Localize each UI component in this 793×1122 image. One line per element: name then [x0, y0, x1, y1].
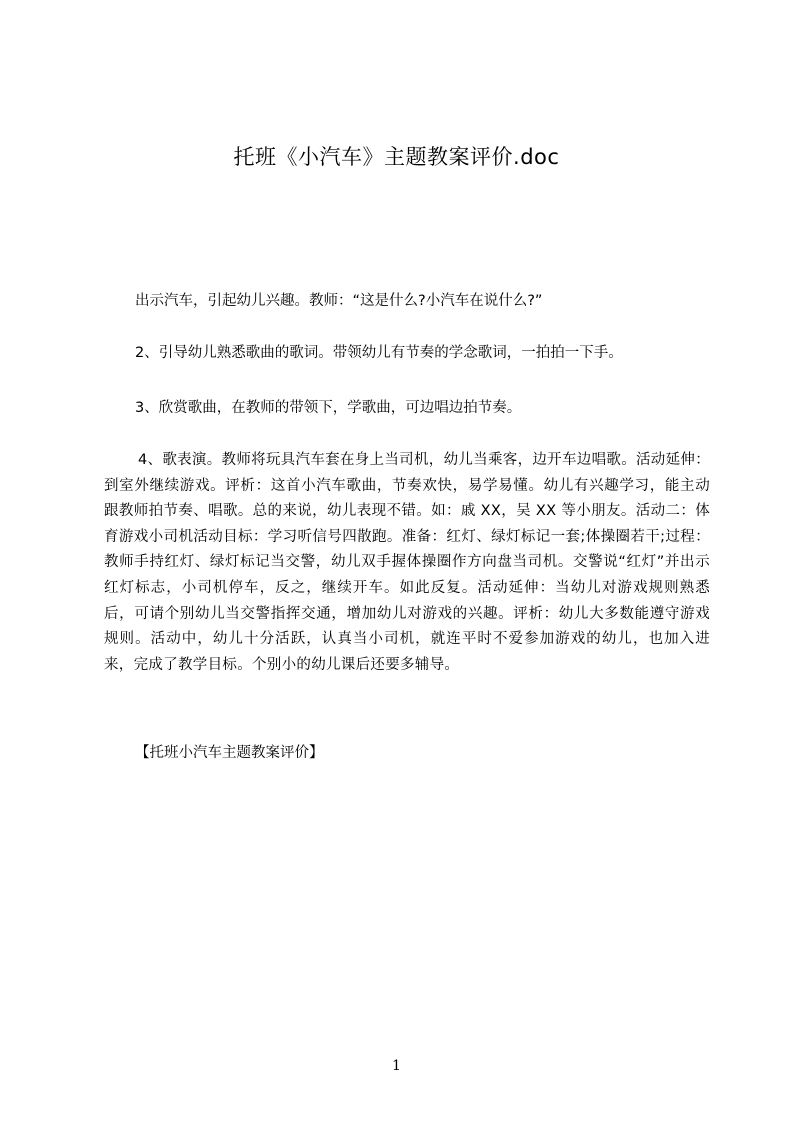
document-title: 托班《小汽车》主题教案评价.doc — [233, 145, 560, 169]
paragraph-step-2: 2、引导幼儿熟悉歌曲的歌词。带领幼儿有节奏的学念歌词，一拍拍一下手。 — [135, 345, 623, 361]
paragraph-step-3: 3、欣赏歌曲，在教师的带领下，学歌曲，可边唱边拍节奏。 — [135, 400, 522, 416]
paragraph-step-4: 4、歌表演。教师将玩具汽车套在身上当司机，幼儿当乘客，边开车边唱歌。活动延伸：到室外继续游戏。评析：这首小汽车歌曲，节奏欢快，易学易懂。幼儿有兴趣学习，能主动跟教师拍节奏、唱歌。总的来说，幼儿表现不错。如：戚 XX，吴 XX 等小朋友。活动二：体育游戏小司机活动目标：学习听信号四散跑。准备：红灯、绿灯标记一套;体操圈若干;过程：教师手持红灯、绿灯标记当交警，幼儿双手握体操圈作方向盘当司机。交警说“红灯”并出示红灯标志，小司机停车，反之，继续开车。如此反复。活动延伸：当幼儿对游戏规则熟悉后，可请个别幼儿当交警指挥交通，增加幼儿对游戏的兴趣。评析：幼儿大多数能遵守游戏规则。活动中，幼儿十分活跃，认真当小司机，就连平时不爱参加游戏的幼儿，也加入进来，完成了教学目标。个别小的幼儿课后还要多辅导。 — [104, 452, 710, 673]
page-number: 1 — [392, 1058, 401, 1074]
paragraph-closing-tag: 【托班小汽车主题教案评价】 — [135, 745, 324, 761]
paragraph-intro: 出示汽车，引起幼儿兴趣。教师：“这是什么?小汽车在说什么?” — [135, 293, 543, 309]
